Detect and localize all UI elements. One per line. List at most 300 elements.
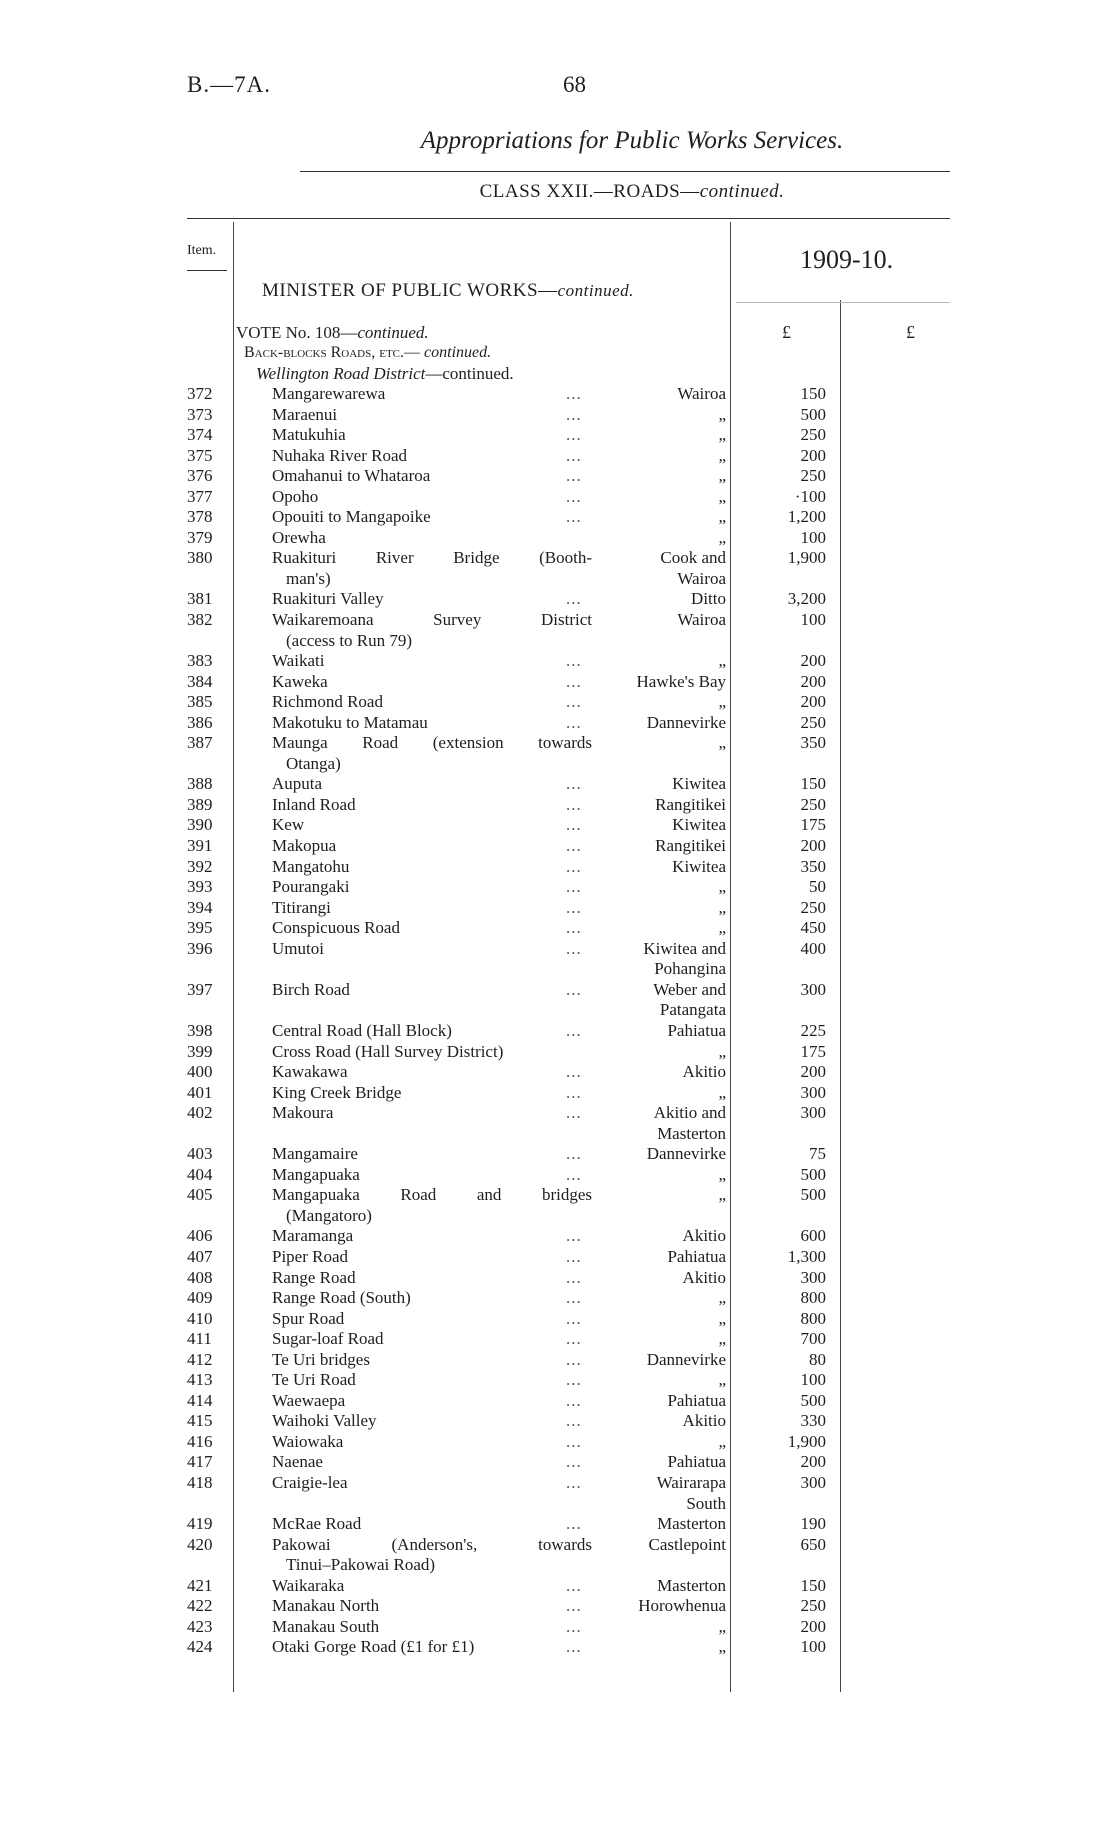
road-name-line: Titirangi [272, 897, 331, 917]
table-row [0, 1309, 1114, 1330]
item-number: 409 [187, 1288, 213, 1308]
amount: 150 [800, 774, 826, 794]
district-place-line: Patangata [659, 1000, 726, 1020]
road-name [272, 466, 592, 487]
amount: 3,200 [787, 589, 826, 609]
road-name-line: Mangatohu [272, 856, 350, 876]
amount: 200 [800, 651, 826, 671]
item-number: 399 [187, 1041, 213, 1061]
road-name [272, 733, 592, 774]
leader-dots: ... [566, 979, 582, 999]
table-row [0, 1452, 1114, 1473]
amount: 175 [800, 815, 826, 835]
table-row [0, 877, 1114, 898]
road-name-line: Nuhaka River Road [272, 445, 408, 465]
amount: ·100 [794, 486, 826, 506]
road-name-line: Ruakituri Valley [272, 589, 384, 609]
amount: 300 [800, 1103, 826, 1123]
table-row [0, 1432, 1114, 1453]
vote-label: VOTE No. 108— [236, 323, 358, 342]
district-place [598, 939, 726, 980]
leader-dots: ... [566, 671, 582, 691]
district-place-line: South [686, 1493, 726, 1513]
road-name [272, 384, 592, 405]
district-place [598, 1514, 726, 1535]
district-place-line: Wairarapa [656, 1472, 726, 1492]
leader-dots: ... [566, 794, 582, 814]
leader-dots: ... [566, 856, 582, 876]
amount: 300 [800, 1472, 826, 1492]
district-place [598, 1185, 726, 1206]
district-place [598, 1021, 726, 1042]
district-place-line: „ [718, 1616, 726, 1636]
item-number: 424 [187, 1637, 213, 1657]
district-place-line: Rangitikei [655, 836, 726, 856]
road-name [272, 610, 592, 651]
leader-dots: ... [566, 445, 582, 465]
district-place-line: „ [718, 692, 726, 712]
road-name [272, 1452, 592, 1473]
district-place-line: Masterton [657, 1575, 726, 1595]
road-name [272, 1185, 592, 1226]
district-place-line: Ditto [691, 589, 726, 609]
district-place-line: Dannevirke [646, 712, 726, 732]
road-name-line: Waewaepa [272, 1390, 346, 1410]
district-place-line: „ [718, 527, 726, 547]
district-place-line: „ [718, 466, 726, 486]
amount: 500 [800, 404, 826, 424]
item-number: 395 [187, 918, 213, 938]
road-name-line: Otanga) [286, 753, 341, 773]
road-name-line: Waikati [272, 651, 325, 671]
road-name [272, 857, 592, 878]
item-number: 410 [187, 1308, 213, 1328]
road-name [272, 548, 592, 589]
item-number: 397 [187, 979, 213, 999]
district-place-line: „ [718, 1082, 726, 1102]
district-place [598, 1329, 726, 1350]
backblocks-heading [244, 344, 491, 362]
leader-dots: ... [566, 466, 582, 486]
class-continued: continued. [699, 181, 785, 202]
item-number: 423 [187, 1616, 213, 1636]
item-number: 383 [187, 651, 213, 671]
table-row [0, 836, 1114, 857]
road-name-line: Opoho [272, 486, 319, 506]
district-place [598, 877, 726, 898]
district-place-line: „ [718, 733, 726, 753]
road-name-line: Waikaraka [272, 1575, 345, 1595]
road-name-line: Orewha [272, 527, 326, 547]
road-name [272, 1596, 592, 1617]
table-row [0, 1576, 1114, 1597]
page-number: 68 [563, 72, 586, 97]
road-name [272, 1576, 592, 1597]
item-number: 372 [187, 384, 213, 403]
district-place-line: Wairoa [677, 610, 726, 630]
item-number: 373 [187, 404, 213, 424]
amount: 500 [800, 1185, 826, 1205]
leader-dots: ... [566, 1082, 582, 1102]
amount: 100 [800, 610, 826, 630]
district-place [598, 815, 726, 836]
item-number: 378 [187, 507, 213, 527]
document-code: B.—7A. [187, 72, 271, 97]
amount: 300 [800, 1082, 826, 1102]
amount: 350 [800, 856, 826, 876]
table-row [0, 507, 1114, 528]
amount: 1,900 [787, 548, 826, 568]
amount: 50 [809, 877, 826, 897]
district-place [598, 857, 726, 878]
district-place-line: „ [718, 1185, 726, 1205]
leader-dots: ... [566, 1164, 582, 1184]
table-row [0, 774, 1114, 795]
leader-dots: ... [566, 836, 582, 856]
road-name-line: Te Uri bridges [272, 1349, 370, 1369]
road-name-line: Waihoki Valley [272, 1411, 377, 1431]
district-place-line: „ [718, 404, 726, 424]
road-name [272, 939, 592, 960]
district-place-line: Pahiatua [667, 1246, 726, 1266]
table-row [0, 1185, 1114, 1226]
item-number: 416 [187, 1431, 213, 1451]
district-place [598, 1350, 726, 1371]
minister-continued: continued. [557, 281, 634, 300]
district-place-line: Wairoa [677, 384, 726, 403]
table-row [0, 1021, 1114, 1042]
district-place-line: Kiwitea [672, 856, 726, 876]
leader-dots: ... [566, 589, 582, 609]
item-number: 420 [187, 1534, 213, 1554]
district-place [598, 795, 726, 816]
item-number: 381 [187, 589, 213, 609]
district-place [598, 1411, 726, 1432]
district-place [598, 651, 726, 672]
amount: 200 [800, 671, 826, 691]
table-row [0, 1411, 1114, 1432]
table-row [0, 1144, 1114, 1165]
district-place [598, 528, 726, 549]
table-row [0, 1535, 1114, 1576]
district-label: Wellington Road District [256, 364, 426, 383]
district-place [598, 1247, 726, 1268]
district-heading [256, 364, 514, 384]
road-name [272, 1350, 592, 1371]
road-name-line: Omahanui to Whataroa [272, 466, 431, 486]
item-number: 391 [187, 836, 213, 856]
year-rule [736, 302, 950, 303]
road-name-line: Range Road [272, 1267, 356, 1287]
amount: 75 [809, 1144, 826, 1164]
district-place-line: Weber and [653, 979, 726, 999]
table-row [0, 1062, 1114, 1083]
table-row [0, 528, 1114, 549]
amount: 250 [800, 425, 826, 445]
road-name-line: Pakowai (Anderson's, towards [272, 1534, 592, 1554]
table-row [0, 815, 1114, 836]
table-row [0, 795, 1114, 816]
table-row [0, 548, 1114, 589]
table-row [0, 1350, 1114, 1371]
item-number: 377 [187, 486, 213, 506]
amount: 200 [800, 445, 826, 465]
road-name [272, 1165, 592, 1186]
item-number: 417 [187, 1452, 213, 1472]
road-name-line: Sugar-loaf Road [272, 1329, 384, 1349]
road-name [272, 1144, 592, 1165]
amount: 150 [800, 384, 826, 403]
district-place-line: „ [718, 425, 726, 445]
amount: 600 [800, 1226, 826, 1246]
item-number: 393 [187, 877, 213, 897]
district-place-line: Hawke's Bay [636, 671, 726, 691]
district-place-line: Akitio [682, 1411, 726, 1431]
item-number: 422 [187, 1596, 213, 1616]
district-place [598, 589, 726, 610]
road-name-line: Matukuhia [272, 425, 346, 445]
item-number: 398 [187, 1020, 213, 1040]
leader-dots: ... [566, 1062, 582, 1082]
road-name-line: King Creek Bridge [272, 1082, 402, 1102]
amount: 150 [800, 1575, 826, 1595]
amount: 175 [800, 1041, 826, 1061]
district-place [598, 487, 726, 508]
road-name-line: Piper Road [272, 1246, 349, 1266]
district-place [598, 1576, 726, 1597]
amount: 350 [800, 733, 826, 753]
table-row [0, 1288, 1114, 1309]
district-place-line: „ [718, 1370, 726, 1390]
district-place [598, 1452, 726, 1473]
amount: 100 [800, 1637, 826, 1657]
leader-dots: ... [566, 1308, 582, 1328]
leader-dots: ... [566, 938, 582, 958]
road-name [272, 815, 592, 836]
road-name-line: Waiowaka [272, 1431, 344, 1451]
table-row [0, 918, 1114, 939]
amount: 500 [800, 1390, 826, 1410]
item-number: 402 [187, 1103, 213, 1123]
road-name-line: Naenae [272, 1452, 323, 1472]
item-number: 418 [187, 1472, 213, 1492]
district-place [598, 425, 726, 446]
district-place [598, 1535, 726, 1556]
road-name-line: Te Uri Road [272, 1370, 356, 1390]
road-name [272, 405, 592, 426]
road-name-line: Range Road (South) [272, 1288, 411, 1308]
amount: 330 [800, 1411, 826, 1431]
district-place-line: „ [718, 507, 726, 527]
road-name-line: Mangamaire [272, 1144, 358, 1164]
road-name [272, 918, 592, 939]
road-name [272, 487, 592, 508]
road-name-line: Cross Road (Hall Survey District) [272, 1041, 504, 1061]
amount: 200 [800, 1452, 826, 1472]
class-label: CLASS XXII.—ROADS— [479, 181, 700, 202]
item-number: 390 [187, 815, 213, 835]
item-number: 388 [187, 774, 213, 794]
road-name [272, 980, 592, 1001]
amount: 250 [800, 1596, 826, 1616]
amount: 500 [800, 1164, 826, 1184]
district-place [598, 713, 726, 734]
item-number: 380 [187, 548, 213, 568]
leader-dots: ... [566, 425, 582, 445]
item-number: 376 [187, 466, 213, 486]
district-place [598, 384, 726, 405]
road-name [272, 877, 592, 898]
road-name-line: Craigie-lea [272, 1472, 348, 1492]
road-name [272, 692, 592, 713]
table-row [0, 1596, 1114, 1617]
item-number: 411 [187, 1329, 212, 1349]
district-place [598, 1288, 726, 1309]
table-row [0, 1083, 1114, 1104]
title-rule [300, 171, 950, 172]
district-place [598, 1165, 726, 1186]
district-place [598, 1596, 726, 1617]
item-number: 413 [187, 1370, 213, 1390]
amount: 100 [800, 527, 826, 547]
amount: 300 [800, 1267, 826, 1287]
district-place-line: Akitio [682, 1062, 726, 1082]
district-place [598, 1083, 726, 1104]
item-column-header: Item. [187, 243, 217, 258]
leader-dots: ... [566, 507, 582, 527]
item-number: 375 [187, 445, 213, 465]
leader-dots: ... [566, 1329, 582, 1349]
table-row [0, 1391, 1114, 1412]
road-name [272, 1432, 592, 1453]
item-number: 387 [187, 733, 213, 753]
district-place-line: Akitio [682, 1226, 726, 1246]
road-name [272, 446, 592, 467]
district-place-line: „ [718, 445, 726, 465]
leader-dots: ... [566, 651, 582, 671]
district-place [598, 1370, 726, 1391]
leader-dots: ... [566, 1390, 582, 1410]
road-name [272, 1473, 592, 1494]
district-place [598, 1226, 726, 1247]
road-name-line: Umutoi [272, 938, 324, 958]
amount: 1,300 [787, 1246, 826, 1266]
district-place-line: Cook and [660, 548, 726, 568]
amount: 400 [800, 938, 826, 958]
leader-dots: ... [566, 712, 582, 732]
district-place [598, 1391, 726, 1412]
road-name-line: Central Road (Hall Block) [272, 1020, 452, 1040]
road-name [272, 1247, 592, 1268]
district-place-line: Pahiatua [667, 1020, 726, 1040]
road-name-line: Makopua [272, 836, 337, 856]
item-number: 384 [187, 671, 213, 691]
road-name-line: Opouiti to Mangapoike [272, 507, 431, 527]
leader-dots: ... [566, 404, 582, 424]
amount: 200 [800, 1062, 826, 1082]
amount: 250 [800, 466, 826, 486]
item-number: 421 [187, 1575, 213, 1595]
district-place-line: Dannevirke [646, 1144, 726, 1164]
district-place [598, 918, 726, 939]
leader-dots: ... [566, 1349, 582, 1369]
district-place-line: „ [718, 1308, 726, 1328]
backblocks-continued: continued. [424, 344, 492, 361]
district-place [598, 610, 726, 631]
district-place-line: „ [718, 1164, 726, 1184]
road-name-line: Waikaremoana Survey District [272, 610, 592, 630]
district-place [598, 836, 726, 857]
leader-dots: ... [566, 1288, 582, 1308]
table-row [0, 1514, 1114, 1535]
leader-dots: ... [566, 1246, 582, 1266]
district-place [598, 446, 726, 467]
district-place [598, 1309, 726, 1330]
amount: 700 [800, 1329, 826, 1349]
district-place [598, 507, 726, 528]
leader-dots: ... [566, 486, 582, 506]
district-place [598, 1432, 726, 1453]
leader-dots: ... [566, 918, 582, 938]
road-name [272, 1411, 592, 1432]
road-name-line: Mangapuaka Road and bridges [272, 1185, 592, 1205]
table-row [0, 425, 1114, 446]
district-place-line: „ [718, 1637, 726, 1657]
table-row [0, 733, 1114, 774]
district-place-line: Kiwitea [672, 774, 726, 794]
amount: 800 [800, 1288, 826, 1308]
district-place [598, 1473, 726, 1514]
table-row [0, 672, 1114, 693]
currency-symbol-2: £ [906, 322, 915, 342]
leader-dots: ... [566, 1431, 582, 1451]
amount: 200 [800, 692, 826, 712]
table-row [0, 610, 1114, 651]
item-number: 400 [187, 1062, 213, 1082]
table-row [0, 1247, 1114, 1268]
item-number: 386 [187, 712, 213, 732]
item-number: 404 [187, 1164, 213, 1184]
road-name [272, 1329, 592, 1350]
item-number: 412 [187, 1349, 213, 1369]
road-name-line: Mangarewarewa [272, 384, 386, 403]
road-name [272, 713, 592, 734]
road-name [272, 672, 592, 693]
table-row [0, 1370, 1114, 1391]
district-place [598, 733, 726, 754]
appropriation-rows [0, 384, 1114, 1658]
district-place-line: „ [718, 877, 726, 897]
road-name [272, 1288, 592, 1309]
road-name [272, 589, 592, 610]
district-place-line: Castlepoint [648, 1534, 726, 1554]
road-name-line: Spur Road [272, 1308, 345, 1328]
leader-dots: ... [566, 877, 582, 897]
road-name [272, 1226, 592, 1247]
amount: 200 [800, 836, 826, 856]
road-name [272, 507, 592, 528]
amount: 250 [800, 712, 826, 732]
table-row [0, 1329, 1114, 1350]
road-name-line: (access to Run 79) [286, 630, 413, 650]
table-row [0, 1226, 1114, 1247]
table-row [0, 1103, 1114, 1144]
item-number: 392 [187, 856, 213, 876]
road-name-line: Inland Road [272, 794, 356, 814]
amount: 1,200 [787, 507, 826, 527]
class-heading [0, 181, 1114, 203]
amount: 450 [800, 918, 826, 938]
